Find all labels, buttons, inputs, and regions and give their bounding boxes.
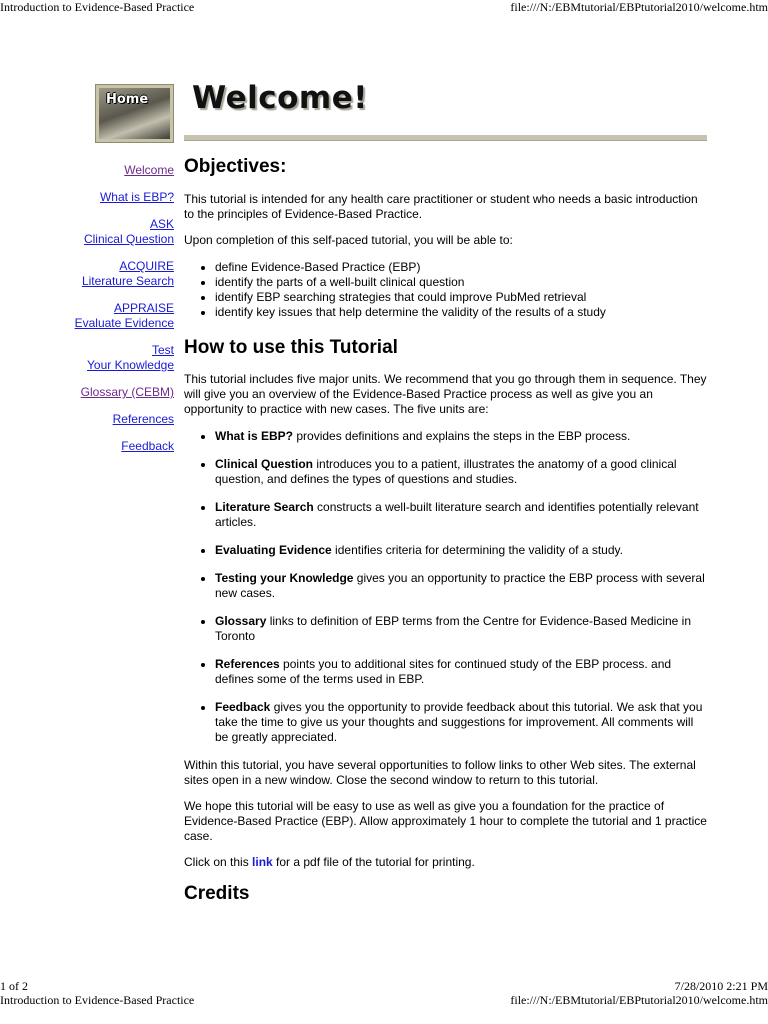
nav-ask-line1: ASK	[149, 217, 174, 231]
unit-term: Feedback	[215, 700, 271, 714]
list-item	[215, 614, 709, 644]
nav-glossary[interactable]: Glossary (CEBM)	[80, 385, 174, 399]
unit-desc: introduces you to a patient, illustrates the anatomy of a good clinical question, and defines the types of questions and studies.	[215, 457, 677, 486]
nav-feedback[interactable]: Feedback	[121, 439, 174, 453]
pdf-link[interactable]: link	[252, 855, 273, 869]
list-item	[215, 457, 709, 487]
list-item	[215, 429, 709, 444]
pdf-link-paragraph	[184, 855, 709, 870]
list-item	[215, 657, 709, 687]
hope-paragraph: We hope this tutorial will be easy to use as well as give you a foundation for the practice of Evidence-Based Practice (EBP). Allow approximately 1 hour to complete the tutorial and 1 practice case.	[184, 799, 707, 843]
list-item: • identify EBP searching strategies that could improve PubMed retrieval	[215, 290, 709, 305]
nav-appraise[interactable]	[54, 301, 174, 331]
nav-ask-line2: Clinical Question	[83, 232, 174, 246]
pdf-link-pre: Click on this	[184, 855, 253, 869]
objectives-list	[184, 260, 709, 320]
nav-appraise-line2: Evaluate Evidence	[74, 316, 174, 330]
unit-desc: gives you an opportunity to practice the EBP process with several new cases.	[215, 571, 705, 600]
nav-appraise-line1: APPRAISE	[113, 301, 174, 315]
home-logo-label: Home	[106, 92, 149, 107]
list-item	[215, 571, 709, 601]
list-item: • define Evidence-Based Practice (EBP)	[215, 260, 709, 275]
nav-welcome[interactable]: Welcome	[124, 163, 174, 177]
unit-desc: identifies criteria for determining the validity of a study.	[331, 543, 623, 557]
list-item	[215, 543, 709, 558]
unit-desc: gives you the opportunity to provide feedback about this tutorial. We ask that you take the time to give us your thoughts and suggestions for improvement. All comments will be greatly appreciated.	[215, 700, 703, 744]
print-header-title: Introduction to Evidence-Based Practice	[0, 0, 195, 14]
sidebar-nav	[54, 163, 174, 466]
print-footer-title: Introduction to Evidence-Based Practice	[0, 993, 195, 1007]
nav-test-line2: Your Knowledge	[87, 358, 174, 372]
list-item	[215, 500, 709, 530]
howto-intro: This tutorial includes five major units. We recommend that you go through them in sequence. They will give you an overview of the Evidence-Based Practice process as well as give you an opportunity to practice with new cases. The five units are:	[184, 372, 707, 416]
unit-desc: links to definition of EBP terms from the Centre for Evidence-Based Medicine in Toronto	[215, 614, 692, 643]
unit-desc: points you to additional sites for continued study of the EBP process. and defines some of the terms used in EBP.	[215, 657, 672, 686]
nav-ask[interactable]	[54, 217, 174, 247]
title-divider	[184, 135, 707, 141]
unit-term: Glossary	[215, 614, 267, 628]
unit-term: References	[215, 657, 280, 671]
list-item: • identify key issues that help determine the validity of the results of a study	[215, 305, 709, 320]
nav-test[interactable]	[54, 343, 174, 373]
print-footer-url: file:///N:/EBMtutorial/EBPtutorial2010/welcome.htm	[510, 993, 768, 1007]
credits-heading: Credits	[184, 883, 250, 904]
list-item	[215, 700, 709, 745]
print-footer	[0, 979, 768, 1007]
nav-acquire[interactable]	[54, 259, 174, 289]
howto-heading: How to use this Tutorial	[184, 337, 398, 358]
unit-term: What is EBP?	[215, 429, 294, 443]
main-content	[184, 155, 709, 906]
unit-term: Testing your Knowledge	[215, 571, 354, 585]
objectives-heading: Objectives:	[184, 156, 287, 177]
nav-acquire-line2: Literature Search	[81, 274, 174, 288]
external-links-note: Within this tutorial, you have several opportunities to follow links to other Web sites. The external sites open in a new window. Close the second window to return to this tutorial.	[184, 758, 696, 787]
print-header-url: file:///N:/EBMtutorial/EBPtutorial2010/welcome.htm	[510, 0, 768, 14]
print-footer-page: 1 of 2	[0, 979, 28, 993]
unit-term: Clinical Question	[215, 457, 314, 471]
home-logo[interactable]	[95, 84, 174, 143]
print-footer-datetime: 7/28/2010 2:21 PM	[674, 979, 768, 993]
list-item: • identify the parts of a well-built clinical question	[215, 275, 709, 290]
print-header	[0, 0, 768, 14]
objectives-lead: Upon completion of this self-paced tutorial, you will be able to:	[184, 233, 513, 247]
nav-references[interactable]: References	[112, 412, 174, 426]
units-list	[184, 429, 709, 745]
nav-acquire-line1: ACQUIRE	[119, 259, 174, 273]
page-title: Welcome!	[192, 80, 368, 116]
unit-desc: provides definitions and explains the steps in the EBP process.	[293, 429, 631, 443]
pdf-link-post: for a pdf file of the tutorial for printing.	[272, 855, 475, 869]
unit-desc: constructs a well-built literature search and identifies potentially relevant articles.	[215, 500, 699, 529]
unit-term: Evaluating Evidence	[215, 543, 332, 557]
unit-term: Literature Search	[215, 500, 314, 514]
nav-test-line1: Test	[151, 343, 174, 357]
objectives-intro: This tutorial is intended for any health care practitioner or student who needs a basic introduction to the principles of Evidence-Based Practice.	[184, 192, 698, 221]
nav-what-is-ebp[interactable]: What is EBP?	[99, 190, 174, 204]
